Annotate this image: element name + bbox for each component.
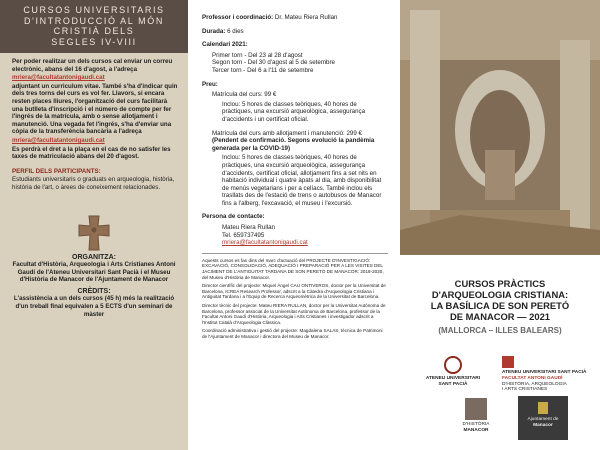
facultat-line: D'HISTÒRIA, ARQUEOLOGIA	[502, 381, 567, 387]
header-line: SEGLES IV-VIII	[51, 36, 137, 47]
professor-value: Dr. Mateu Riera Rullan	[274, 14, 338, 21]
title-line: D'ARQUEOLOGIA CRISTIANA:	[431, 289, 569, 300]
turn-item: Segon torn - Del 30 d'agost al 5 de setembre	[212, 59, 335, 67]
logos	[404, 350, 596, 446]
calendar-block	[202, 41, 388, 74]
ajuntament-line: Manacor	[533, 422, 553, 428]
facultat-logo	[502, 356, 598, 393]
project-note: Director tècnic del projecte: Mateu RIERA RULLAN, doctor per la Universitat Autònoma de Barcelona, professor associat de la Universitat Autònoma de Barcelona, professor de la Facultat Antoni Gaudí d'Història, Arqueologia i Arts Cristianes i investigador adscrit a l'Institut Català d'Arqueologia Clàssica.	[202, 303, 386, 325]
project-note: Director científic del projecte: Miquel Àngel CAU ONTIVEROS, doctor per la Universitat de Barcelona, ICREA Research Professor, adscrit a la Càtedra d'Arqueologia Cristiana i Antiguitat Tardana i a l'Equip de Recerca Arqueomètrica de la Universitat de Barcelona.	[202, 283, 386, 300]
header-line: CURSOS UNIVERSITARIS	[23, 5, 165, 15]
contact-email[interactable]: mriera@facultatantonigaudi.cat	[222, 239, 308, 247]
turn-item: Tercer torn - Del 6 a l'11 de setembre	[212, 66, 314, 74]
subtitle: (MALLORCA – ILLES BALEARS)	[438, 326, 562, 335]
main-title	[406, 278, 594, 322]
ateneu-line: SANT PACIÀ	[438, 381, 468, 387]
organitza-text: Facultat d'Història, Arqueologia i Arts Cristianes Antoni Gaudí de l'Ateneu Universitari Sant Pacià i el Museu d'Història de Manacor de l'Ajuntament de Manacor	[12, 261, 176, 284]
ateneu-line: ATENEU UNIVERSITARI	[425, 376, 481, 381]
header-line: CRISTIÀ DELS	[53, 26, 135, 36]
museu-line: MANACOR	[463, 427, 489, 433]
museu-emblem-icon	[465, 398, 487, 420]
title-line: CURSOS PRÀCTICS	[454, 278, 546, 289]
registration-intro: Per poder realitzar un dels cursos cal enviar un correu electrònic, abans del 16 d'agost, a l'adreça	[12, 58, 173, 73]
ateneu-logo	[418, 356, 488, 388]
contact-block	[202, 213, 388, 246]
professor-label: Professor i coordinació:	[202, 14, 274, 21]
duration-value: 6 dies	[227, 27, 244, 35]
ajuntament-emblem-icon	[538, 402, 548, 414]
turn-item: Primer torn - Del 23 al 28 d'agost	[212, 51, 303, 59]
contact-phone: Tel. 659737495	[222, 231, 265, 239]
cross-icon	[0, 214, 188, 252]
right-column	[400, 0, 600, 450]
contact-name: Mateu Riera Rullan	[222, 224, 275, 232]
profile-text: Estudiants universitaris o graduats en arqueologia, història, història de l'art, o àrees de coneixement relacionades.	[12, 176, 175, 191]
title-line: LA BASÍLICA DE SON PERETÓ	[430, 300, 570, 311]
left-body	[0, 53, 188, 192]
duration-row	[202, 28, 388, 36]
profile-title: PERFIL DELS PARTICIPANTS:	[12, 167, 101, 175]
contact-label: Persona de contacte:	[202, 213, 265, 221]
duration-label: Durada:	[202, 27, 226, 35]
credits-text: L'assistència a un dels cursos (45 h) més la realització d'un treball final equivalen a 5 ECTS d'un seminari de màster	[13, 295, 175, 318]
title-line: DE MANACOR — 2021	[449, 311, 551, 322]
organitza-title: ORGANITZA:	[72, 253, 116, 261]
header-line: D'INTRODUCCIÓ AL MÓN	[24, 15, 164, 26]
project-note: Coordinació administrativa i gestió del projecte: Magdalena SALAS, tècnica de Patrimoni de l'Ajuntament de Manacor i directora del Museu de Manacor.	[202, 328, 383, 339]
price-2-note: (Pendent de confirmació. Segons evolució la pandèmia generada per la COVID-19)	[212, 137, 375, 152]
price-1-includes: Inclou: 5 hores de classes teòriques, 40 hores de pràctiques, una excursió arqueològica, assegurança d'accidents i un certificat oficial.	[222, 100, 366, 123]
basilica-photo	[400, 0, 600, 255]
ajuntament-logo	[518, 396, 568, 440]
museu-logo	[456, 398, 496, 434]
price-block	[202, 81, 388, 208]
price-2-includes: Inclou: 5 hores de classes teòriques, 40 hores de pràctiques, una excursió arqueològica, assegurança d'accidents, certificat oficial, allotjament fins a set nits en habitació individual i quatre àpats al dia, amb disponibilitat de menús vegetarians i per a celíacs. També inclou els trasllats des de l'estació de trens o autobusos de Manacor fins a l'alberg, l'excavació, el museu i l'excursió.	[222, 154, 382, 207]
price-2-text: Matrícula del curs amb allotjament i manutenció: 299 €	[212, 129, 362, 137]
left-column	[0, 0, 190, 450]
museu-line: D'HISTÒRIA	[462, 422, 490, 427]
deadline-text: Es perdrà el dret a la plaça en el cas de no satisfer les taxes de matriculació abans del 20 d'agost.	[12, 145, 171, 161]
facultat-line: ATENEU UNIVERSITARI SANT PACIÀ	[502, 370, 587, 375]
ateneu-emblem-icon	[444, 356, 462, 374]
price-1: Matrícula del curs: 99 €	[212, 91, 277, 99]
email-link[interactable]: mriera@facultatantonigaudi.cat	[12, 74, 105, 82]
professor-row	[202, 14, 388, 22]
middle-column	[190, 0, 400, 450]
facultat-line: FACULTAT ANTONI GAUDÍ	[502, 375, 563, 381]
price-2	[202, 130, 388, 153]
credits-title: CRÈDITS:	[77, 287, 111, 295]
email-link-2[interactable]: mriera@facultatantonigaudi.cat	[12, 136, 105, 144]
project-note: Aquests cursos es fan dins del marc d'actuació del PROJECTE D'INVESTIGACIÓ: EXCAVACIÓ, CONSOLIDACIÓ, ADEQUACIÓ I PREPARACIÓ PER A LES VISITES DEL JACIMENT DE L'ANTIGUITAT TARDANA DE SON PERETÓ DE MANACOR: 2018-2020, del Museu d'Història de Manacor.	[202, 257, 384, 280]
registration-text: adjuntant un curriculum vitae. També s'ha d'indicar quin dels tres torns del curs es vol fer. Llavors, si encara resten places lliures, l'organització del curs facilitarà una butlleta d'inscripció i el número de compte per fer l'ingrés de la matrícula, amb o sense allotjament i manutenció. Una vegada fet l'ingrés, s'ha d'enviar una còpia de la transferència bancària a l'adreça	[12, 82, 178, 136]
price-label: Preu:	[202, 80, 218, 88]
project-notes	[202, 253, 388, 340]
organitza-block	[0, 254, 188, 319]
facultat-emblem-icon	[502, 356, 514, 368]
facultat-line: I ARTS CRISTIANES	[502, 387, 548, 393]
calendar-label: Calendari 2021:	[202, 41, 248, 49]
left-header	[0, 0, 188, 53]
ajuntament-line: Ajuntament de	[527, 417, 559, 422]
